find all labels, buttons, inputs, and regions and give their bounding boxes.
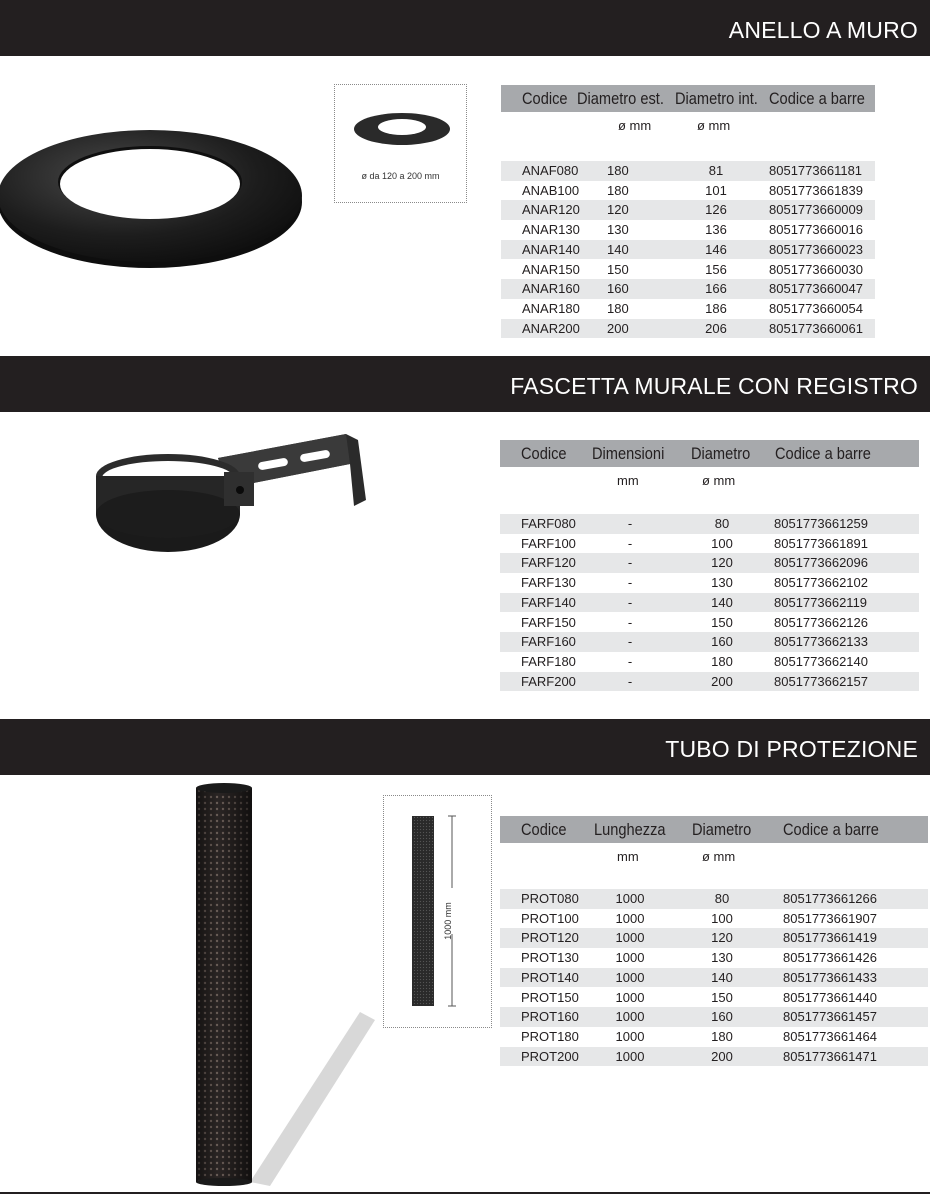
table-cell: 136: [705, 222, 727, 238]
wall-clamp-photo: [88, 430, 373, 560]
table-cell: 8051773661181: [769, 163, 863, 178]
table-row: [501, 240, 875, 260]
table-cell: PROT120: [521, 930, 579, 946]
section-title: FASCETTA MURALE CON REGISTRO: [510, 373, 918, 399]
table-row: [501, 260, 875, 280]
table-cell: 126: [705, 202, 727, 218]
wall-ring-photo: [0, 120, 310, 270]
table-cell: 140: [711, 594, 733, 610]
table-cell: 1000: [615, 1048, 645, 1064]
table-cell: ANAR120: [522, 202, 580, 218]
table-cell: 8051773661433: [783, 969, 877, 985]
table-row: [501, 319, 875, 339]
table-cell: 8051773661419: [783, 930, 877, 946]
table-cell: FARF080: [521, 516, 576, 531]
table-cell: 160: [711, 1009, 733, 1025]
ring-diagram-box: [334, 84, 467, 203]
table-cell: -: [627, 535, 633, 551]
table-cell: -: [627, 634, 633, 650]
table-row: [500, 632, 919, 652]
section-header-anello: [0, 0, 930, 56]
table-cell: 1000: [615, 950, 645, 966]
column-header: Codice a barre: [769, 89, 865, 108]
table-cell: 200: [711, 1048, 733, 1064]
section-header-tubo: [0, 719, 930, 775]
table-cell: 200: [607, 320, 629, 336]
table-cell: 150: [711, 614, 733, 630]
table-cell: 180: [711, 1028, 733, 1044]
table-cell: 180: [711, 653, 733, 669]
table-cell: FARF180: [521, 653, 576, 669]
table-cell: 8051773660061: [769, 320, 863, 336]
table-cell: 8051773660047: [769, 281, 863, 297]
table-cell: 1000: [615, 930, 645, 946]
table-cell: 130: [711, 950, 733, 966]
table-cell: 8051773662157: [774, 673, 868, 689]
column-header: Lunghezza: [594, 820, 666, 839]
table-cell: PROT180: [521, 1028, 579, 1044]
table-cell: -: [627, 555, 633, 571]
section-title: TUBO DI PROTEZIONE: [665, 736, 918, 762]
table-cell: 8051773661839: [769, 182, 863, 198]
table-header: [501, 85, 875, 112]
table-row: [500, 909, 928, 929]
table-cell: ANAF080: [522, 163, 579, 178]
table-row: [501, 279, 875, 299]
table-cell: 100: [711, 535, 733, 551]
table-cell: 150: [607, 261, 629, 277]
column-header: Codice: [522, 89, 568, 108]
table-cell: 8051773660023: [769, 241, 863, 257]
table-cell: 8051773660009: [769, 202, 863, 218]
table-cell: 1000: [615, 910, 645, 926]
table-cell: PROT160: [521, 1009, 579, 1025]
table-cell: FARF150: [521, 614, 576, 630]
table-row: [500, 593, 919, 613]
table-cell: 120: [711, 555, 733, 571]
table-cell: 8051773660030: [769, 261, 863, 277]
table-cell: 150: [711, 989, 733, 1005]
table-cell: FARF200: [521, 673, 576, 689]
table-cell: 140: [711, 969, 733, 985]
column-header: Dimensioni: [592, 444, 665, 463]
table-cell: PROT100: [521, 910, 579, 926]
table-cell: 8051773660054: [769, 300, 863, 316]
table-cell: 8051773662140: [774, 653, 868, 669]
table-cell: 8051773662126: [774, 614, 868, 630]
tube-diagram-box: [383, 795, 492, 1028]
table-row: [501, 200, 875, 220]
table-cell: 8051773661266: [783, 891, 877, 906]
table-cell: 160: [607, 281, 629, 297]
column-header: Diametro est.: [577, 89, 664, 108]
table-cell: 8051773661471: [783, 1048, 877, 1064]
table-cell: -: [627, 594, 633, 610]
table-header: [500, 816, 928, 843]
table-cell: PROT140: [521, 969, 579, 985]
table-cell: 160: [711, 634, 733, 650]
table-row: [500, 968, 928, 988]
column-header: Diametro: [692, 820, 752, 839]
table-cell: 130: [607, 222, 629, 238]
section-title: ANELLO A MURO: [728, 17, 918, 43]
table-row: [500, 1027, 928, 1047]
table-cell: 1000: [615, 1009, 645, 1025]
table-cell: -: [627, 575, 633, 591]
unit-label: mm: [617, 849, 639, 864]
table-cell: 140: [607, 241, 629, 257]
table-cell: 120: [607, 202, 629, 218]
table-cell: 8051773661464: [783, 1028, 877, 1044]
table-cell: ANAR150: [522, 261, 580, 277]
table-cell: 8051773661457: [783, 1009, 877, 1025]
ring-diagram: [352, 111, 452, 147]
column-header: Codice a barre: [783, 820, 879, 839]
table-cell: FARF130: [521, 575, 576, 591]
table-row: [501, 220, 875, 240]
table-cell: 80: [714, 891, 730, 906]
protection-tube-photo: [190, 782, 390, 1187]
table-cell: 180: [607, 182, 629, 198]
table-cell: 206: [705, 320, 727, 336]
table-cell: PROT200: [521, 1048, 579, 1064]
table-cell: ANAR140: [522, 241, 580, 257]
footer-line: [0, 1192, 930, 1194]
table-cell: 8051773661907: [783, 910, 877, 926]
table-cell: PROT150: [521, 989, 579, 1005]
table-fascetta: [500, 440, 919, 695]
table-row: [500, 1007, 928, 1027]
table-row: [500, 948, 928, 968]
ring-diagram-caption: ø da 120 a 200 mm: [361, 171, 440, 181]
column-header: Codice: [521, 444, 567, 463]
table-row: [500, 672, 919, 692]
table-row: [500, 553, 919, 573]
table-row: [500, 534, 919, 554]
unit-label: ø mm: [618, 118, 652, 133]
table-cell: 180: [607, 300, 629, 316]
table-cell: 8051773661426: [783, 950, 877, 966]
column-header: Codice a barre: [775, 444, 871, 463]
table-cell: 156: [705, 261, 727, 277]
tube-diagram-caption: 1000 mm: [442, 902, 453, 940]
table-cell: 8051773660016: [769, 222, 863, 238]
table-cell: PROT130: [521, 950, 579, 966]
section-header-fascetta: [0, 356, 930, 412]
unit-label: ø mm: [697, 118, 731, 133]
table-row: [501, 181, 875, 201]
table-tubo: [500, 816, 928, 1071]
table-row: [500, 573, 919, 593]
table-cell: 180: [607, 163, 629, 178]
unit-label: ø mm: [702, 849, 736, 864]
table-cell: ANAR180: [522, 300, 580, 316]
unit-label: ø mm: [702, 473, 736, 488]
table-row: [500, 1047, 928, 1067]
table-cell: 100: [711, 910, 733, 926]
table-cell: ANAR130: [522, 222, 580, 238]
table-header: [500, 440, 919, 467]
table-row: [500, 988, 928, 1008]
table-cell: 120: [711, 930, 733, 946]
table-cell: ANAR200: [522, 320, 580, 336]
unit-label: mm: [617, 473, 639, 488]
table-cell: 80: [714, 516, 730, 531]
table-cell: PROT080: [521, 891, 579, 906]
table-cell: 8051773661440: [783, 989, 877, 1005]
table-cell: -: [627, 614, 633, 630]
table-cell: FARF100: [521, 535, 576, 551]
table-cell: ANAB100: [522, 182, 580, 198]
table-row: [500, 928, 928, 948]
tube-diagram: [404, 810, 464, 1010]
table-cell: 8051773661259: [774, 516, 868, 531]
table-cell: 1000: [615, 989, 645, 1005]
table-cell: 81: [708, 163, 724, 178]
table-cell: 186: [705, 300, 727, 316]
table-cell: -: [627, 653, 633, 669]
table-cell: 8051773662096: [774, 555, 868, 571]
table-cell: 101: [705, 182, 727, 198]
table-cell: 8051773662133: [774, 634, 868, 650]
table-row: [501, 299, 875, 319]
table-cell: 1000: [615, 1028, 645, 1044]
column-header: Diametro: [691, 444, 751, 463]
table-cell: FARF140: [521, 594, 576, 610]
table-row: [501, 161, 875, 181]
table-cell: 8051773662119: [774, 594, 868, 610]
table-cell: FARF120: [521, 555, 576, 571]
table-cell: 200: [711, 673, 733, 689]
column-header: Diametro int.: [675, 89, 758, 108]
table-cell: -: [627, 673, 633, 689]
table-cell: 146: [705, 241, 727, 257]
table-row: [500, 514, 919, 534]
column-header: Codice: [521, 820, 567, 839]
table-row: [500, 652, 919, 672]
table-cell: 8051773662102: [774, 575, 868, 591]
table-row: [500, 889, 928, 909]
table-cell: 8051773661891: [774, 535, 868, 551]
table-cell: 166: [705, 281, 727, 297]
table-cell: -: [627, 516, 633, 531]
table-row: [500, 613, 919, 633]
table-anello: [501, 85, 875, 340]
table-cell: FARF160: [521, 634, 576, 650]
table-cell: 1000: [615, 969, 645, 985]
table-cell: ANAR160: [522, 281, 580, 297]
table-cell: 1000: [615, 891, 645, 906]
table-cell: 130: [711, 575, 733, 591]
